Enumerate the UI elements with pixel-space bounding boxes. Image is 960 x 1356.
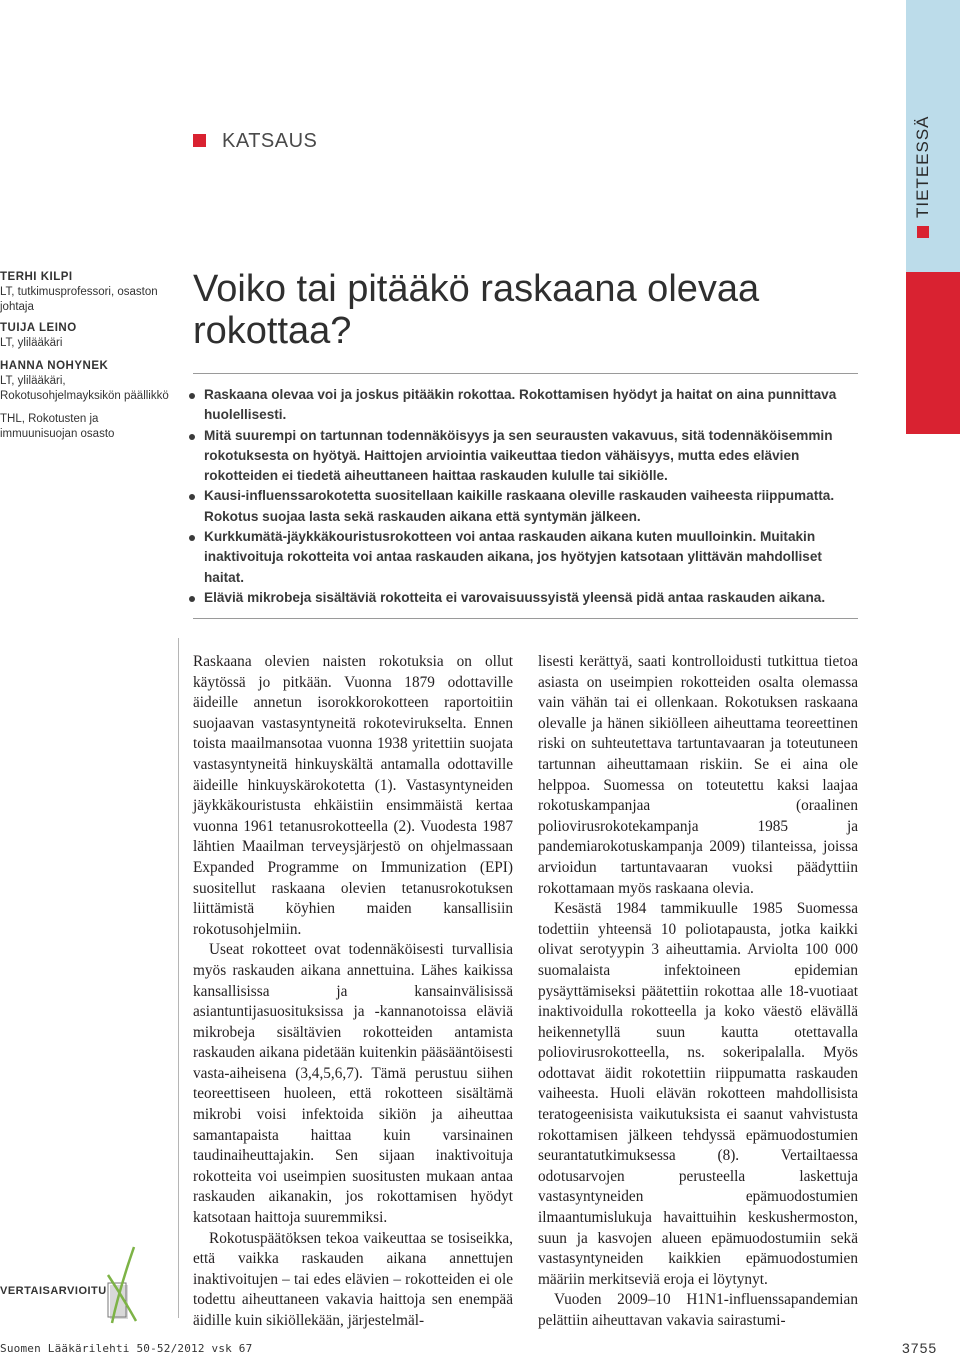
page-number: 3755 (902, 1340, 938, 1356)
body-column-right (538, 652, 858, 1332)
author-affiliation: THL, Rokotusten ja immuunisuojan osasto (0, 413, 115, 440)
body-column-left (193, 652, 513, 1332)
body-paragraph: Useat rokotteet ovat todennäköisesti turvallisia myös raskauden aikana annettuina. Lähes kaikissa kansallisissa ja kansainvälisissä asiantuntijasuosituksissa ja -kannanotoissa eläviä mikrobeja sisältävien rokotteiden antamista raskauden aikana pidetään kuitenkin pääsääntöisesti vasta-aiheisena (3,4,5,6,7). Tämä perustuu siihen teoreettiseen huoleen, että rokotteen sisältämä mikrobi voisi infektoida sikiön ja aiheuttaa samantapaista haittaa kuin varsinainen taudinaiheuttajakin. Sen sijaan inaktivoituja rokotteita voi useimpien suositusten mukaan antaa raskauden aikanakin, jos rokottamisen hyödyt katsotaan haittoja suuremmiksi. (193, 941, 513, 1227)
body-paragraph: Vuoden 2009–10 H1N1-influenssapandemian pelättiin aiheuttavan vakavia sairastumi- (538, 1291, 858, 1329)
author-list (0, 270, 170, 442)
author-role: LT, tutkimusprofessori, osaston johtaja (0, 286, 158, 313)
summary-item: Raskaana olevaa voi ja joskus pitääkin rokottaa. Rokottamisen hyödyt ja haitat on aina punnittava huolellisesti. (185, 385, 865, 426)
section-label: KATSAUS (222, 130, 318, 152)
peer-reviewed-label: VERTAISARVIOITU (0, 1285, 107, 1297)
summary-list (185, 385, 865, 608)
author-role: LT, ylilääkäri (0, 337, 63, 349)
body-paragraph: lisesti kerättyä, saati kontrolloidusti tutkittua tietoa asiasta on useimpien rokotteiden osalta olemassa vain vähän tai ei ollenkaan. Rokotuksen raskaana olevalle ja hänen sikiölleen aiheuttama teoreettinen riski on suhteutettava tartuntavaaran ja toteutuneen tartunnan aiheuttamaan riskiin. Se ei aina ole helppoa. Suomessa on toteutettu kaksi laajaa rokotuskampanjaa (oraalinen poliovirusrokotekampanja 1985 ja pandemiarokotuskampanja 2009) tilanteissa, joissa arvioidun tartuntavaaran vuoksi päädyttiin rokottamaan myös raskaana olevia. (538, 653, 858, 897)
body-paragraph: Raskaana olevien naisten rokotuksia on ollut käytössä jo pitkään. Vuonna 1879 odottaville äideille annetun isorokkorokotteen raportoitiin suojaavan vastasyntyneitä rokotevirukselta. Ennen toista maailmansotaa vuonna 1938 yritettiin suojata vastasyntyneitä hinkuyskältä antamalla odottaville äideille hinkuyskärokotetta (1). Vastasyntyneiden jäykkäkouristusta ehkäistiin ensimmäistä kertaa vuonna 1961 tetanusrokotteella (2). Vuodesta 1987 lähtien Maailman terveysjärjestö on ohjelmassaan Expanded Programme on Immunization (EPI) suositellut raskaana olevien tetanusrokotuksen liittämistä köyhien maiden kansallisiin rokotusohjelmiin. (193, 653, 513, 938)
author-role: LT, ylilääkäri, Rokotusohjelmayksikön päällikkö (0, 375, 169, 402)
side-tab-red-band (906, 272, 960, 434)
summary-top-rule (193, 373, 858, 374)
summary-item: Kausi-influenssarokotetta suositellaan kaikille raskaana oleville raskauden vaiheesta riippumatta. Rokotus suojaa lasta sekä raskauden aikana että syntymän jälkeen. (185, 486, 865, 527)
peer-reviewed-x-icon (104, 1245, 144, 1325)
journal-footer: Suomen Lääkärilehti 50-52/2012 vsk 67 (0, 1342, 253, 1355)
author-name: HANNA NOHYNEK (0, 360, 109, 372)
section-square-icon (193, 134, 206, 147)
author-name: TERHI KILPI (0, 271, 73, 283)
side-tab-square-icon (917, 226, 929, 238)
summary-item: Eläviä mikrobeja sisältäviä rokotteita ei varovaisuussyistä yleensä pidä antaa raskauden aikana. (185, 588, 865, 608)
summary-item: Kurkkumätä-jäykkäkouristusrokotteen voi antaa raskauden aikana kuten muulloinkin. Muitakin inaktivoituja rokotteita voi antaa raskauden aikana, jos hyötyjen katsotaan ylittävän mahdolliset haitat. (185, 527, 865, 588)
body-paragraph: Rokotuspäätöksen tekoa vaikeuttaa se tosiseikka, että vaikka raskauden aikana annettujen inaktivoitujen – tai edes elävien – rokotteiden ei ole todettu aiheuttaneen vakavia haittoja sen enempää äidille kuin sikiöllekään, järjestelmäl- (193, 1229, 513, 1329)
author-name: TUIJA LEINO (0, 322, 77, 334)
summary-bottom-rule (193, 618, 858, 619)
side-tab-label (913, 115, 933, 238)
summary-item: Mitä suurempi on tartunnan todennäköisyys ja sen seurausten vakavuus, sitä todennäköisemmin rokotuksesta on hyötyä. Haittojen arviointia vaikeuttaa tiedon vähäisyys, mutta edes elävien rokotteiden ei tiedetä aiheuttaneen haittaa raskauden kululle tai sikiölle. (185, 426, 865, 487)
body-paragraph: Kesästä 1984 tammikuulle 1985 Suomessa todettiin yhteensä 10 poliotapausta, jotka kaikki olivat serotyypin 3 aiheuttamia. Arviolta 100 000 suomalaista infektoineen epidemian pysäyttämiseksi päätettiin rokottaa alle 18-vuotiaat inaktivoidulla rokotteella ja koko väestö elävällä heikennetyllä suun kautta otettavalla poliovirusrokotteella, ns. sokeripalalla. Myös odottavat äidit rokotettiin riippumatta raskauden vaiheesta. Huoli elävän rokotteen mahdollisista teratogeenisista vaikutuksista ei saanut vahvistusta rokottamisen jälkeen tehdyssä epämuodostumien seurantatutkimuksessa (8). Vertailtaessa odotusarvojen perusteella laskettuja vastasyntyneiden epämuodostumien ilmaantumislukuja havaittuihin keskushermoston, suun ja kasvojen alueen epämuodostumiin sekä vastasyntyneiden kaikkien epämuodostumien määriin merkitseviä eroja ei löytynyt. (538, 900, 858, 1288)
article-title: Voiko tai pitääkö raskaana olevaa rokottaa? (193, 268, 760, 352)
column-divider (178, 638, 179, 1318)
side-tab-text: TIETEESSÄ (913, 115, 932, 218)
